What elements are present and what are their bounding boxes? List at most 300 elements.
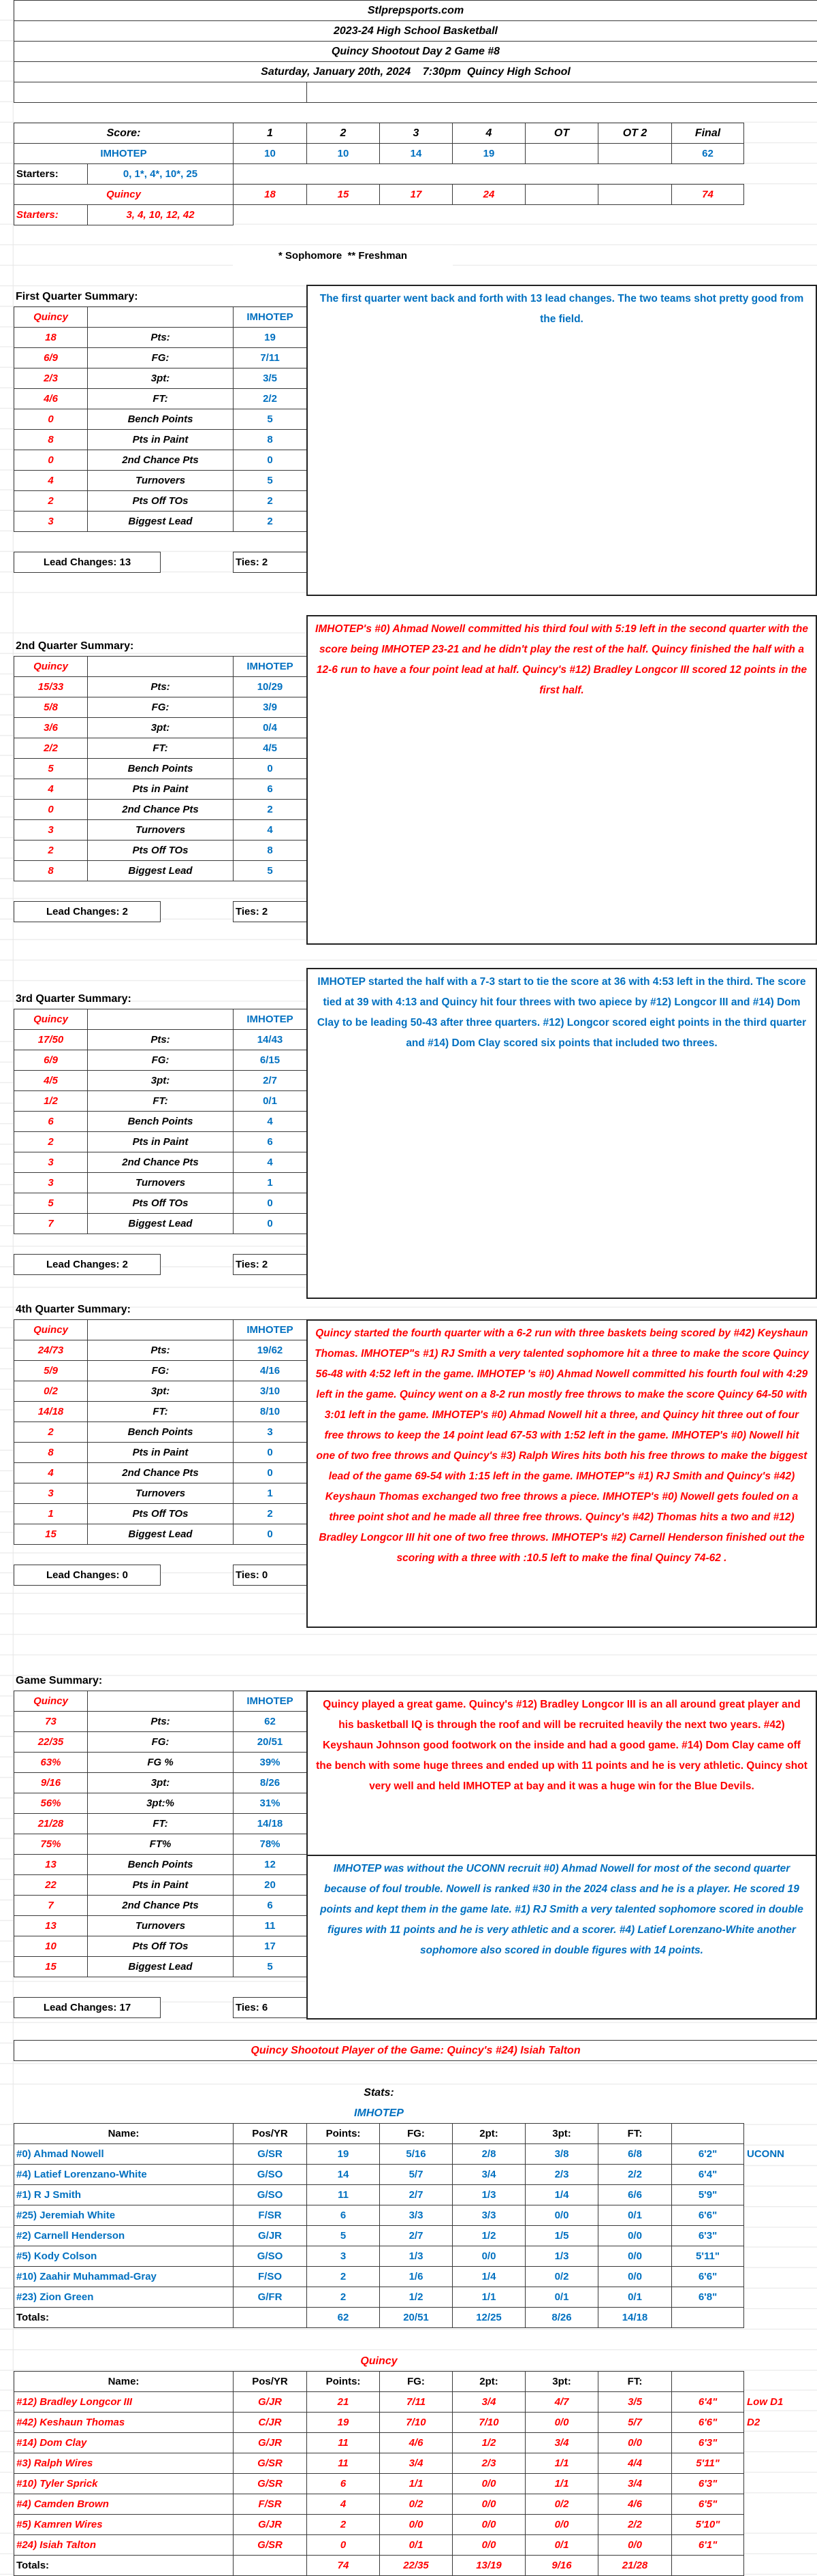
imhotep-stat-value: 8 xyxy=(233,429,307,450)
imhotep-stat-value: 0 xyxy=(233,1213,307,1234)
imhotep-stat-value: 2 xyxy=(233,799,307,820)
player-stat: 3/8 xyxy=(525,2143,598,2165)
player-stat: 6/6 xyxy=(598,2184,672,2205)
lead-changes: Lead Changes: 2 xyxy=(14,1254,161,1275)
player-stat: C/JR xyxy=(233,2412,307,2433)
imhotep-stat-value: 6 xyxy=(233,1131,307,1152)
imhotep-stat-value: 6 xyxy=(233,779,307,800)
quincy-stat-value: 0 xyxy=(14,409,88,430)
summary-team-imhotep: IMHOTEP xyxy=(233,307,307,328)
score-header: OT xyxy=(525,123,598,144)
lead-changes: Lead Changes: 0 xyxy=(14,1565,161,1586)
imhotep-stat-value: 39% xyxy=(233,1752,307,1773)
player-stat: 7/10 xyxy=(379,2412,453,2433)
player-stat: 2/2 xyxy=(598,2164,672,2185)
player-stat: 0/0 xyxy=(598,2246,672,2267)
player-stat: 1/2 xyxy=(452,2432,526,2453)
summary-team-quincy: Quincy xyxy=(14,307,88,328)
lead-changes: Lead Changes: 17 xyxy=(14,1997,161,2018)
player-stat: 4/6 xyxy=(379,2432,453,2453)
quincy-stat-value: 7 xyxy=(14,1895,88,1916)
player-stat: 14 xyxy=(306,2164,380,2185)
quincy-stat-value: 14/18 xyxy=(14,1401,88,1422)
quincy-stat-value: 8 xyxy=(14,1442,88,1463)
stats-title: Stats: xyxy=(364,2086,394,2099)
stat-label: Pts Off TOs xyxy=(87,1936,234,1957)
player-stat: 3/4 xyxy=(525,2432,598,2453)
score-header: 3 xyxy=(379,123,453,144)
imhotep-stat-value: 1 xyxy=(233,1172,307,1193)
player-stat: 0/0 xyxy=(452,2534,526,2556)
stat-label: 2nd Chance Pts xyxy=(87,1462,234,1483)
player-stat: 3/4 xyxy=(452,2164,526,2185)
blank-cell xyxy=(14,82,307,103)
score-header: Final xyxy=(671,123,744,144)
player-stat: 6'3" xyxy=(671,2473,744,2494)
stat-label: Bench Points xyxy=(87,409,234,430)
stat-label: FG: xyxy=(87,697,234,718)
player-stat: 0/0 xyxy=(598,2225,672,2246)
imhotep-stat-value: 0 xyxy=(233,758,307,779)
stat-label: Biggest Lead xyxy=(87,511,234,532)
imhotep-stat-value: 3/10 xyxy=(233,1381,307,1402)
player-stat: G/JR xyxy=(233,2514,307,2535)
quarter-score: 24 xyxy=(452,184,526,205)
quincy-stat-value: 21/28 xyxy=(14,1813,88,1834)
stat-label: 2nd Chance Pts xyxy=(87,1152,234,1173)
player-stat: G/SR xyxy=(233,2143,307,2165)
player-stat: 2 xyxy=(306,2287,380,2308)
blank-cell xyxy=(87,1319,234,1340)
imhotep-stat-value: 0 xyxy=(233,1193,307,1214)
blank-cell xyxy=(87,307,234,328)
stat-label: 3pt:% xyxy=(87,1793,234,1814)
player-stat: 1/1 xyxy=(525,2473,598,2494)
imhotep-stat-value: 2 xyxy=(233,1503,307,1524)
player-stat: 2/3 xyxy=(525,2164,598,2185)
stats-team-name: IMHOTEP xyxy=(354,2107,404,2119)
totals-value: 22/35 xyxy=(379,2555,453,2576)
quarter-score xyxy=(525,184,598,205)
stats-column-header: 3pt: xyxy=(525,2371,598,2392)
player-stat: 3/4 xyxy=(379,2453,453,2474)
imhotep-stat-value: 0 xyxy=(233,1462,307,1483)
totals-label: Totals: xyxy=(14,2555,234,2576)
stats-column-header: Pos/YR xyxy=(233,2371,307,2392)
summary-team-quincy: Quincy xyxy=(14,1691,88,1712)
totals-value: 8/26 xyxy=(525,2307,598,2328)
player-stat: 1/3 xyxy=(525,2246,598,2267)
quincy-stat-value: 15 xyxy=(14,1524,88,1545)
summary-title: 2nd Quarter Summary: xyxy=(16,640,134,652)
imhotep-stat-value: 20 xyxy=(233,1874,307,1896)
stats-column-header: FT: xyxy=(598,2123,672,2144)
imhotep-stat-value: 12 xyxy=(233,1854,307,1875)
stat-label: Pts in Paint xyxy=(87,429,234,450)
stat-label: FG: xyxy=(87,1360,234,1381)
player-stat: 4/4 xyxy=(598,2453,672,2474)
summary-title: First Quarter Summary: xyxy=(16,290,138,302)
team-name-imhotep: IMHOTEP xyxy=(14,143,234,164)
imhotep-stat-value: 4 xyxy=(233,819,307,841)
starters-list: 3, 4, 10, 12, 42 xyxy=(87,204,234,225)
player-stat: 0/2 xyxy=(525,2494,598,2515)
stats-column-header: FG: xyxy=(379,2371,453,2392)
player-stat: 0/0 xyxy=(452,2514,526,2535)
imhotep-stat-value: 2/2 xyxy=(233,388,307,409)
summary-narrative: Quincy played a great game. Quincy's #12) Bradley Longcor III is an all around great player and his basketball IQ is through the roof and will be recruited heavily the next two years. #42) Keyshaun Johnson good footwork on the inside and had a good game. #14) Dom Clay came off the bench with some huge threes and ended up with 11 points and he is very athletic. Quincy shot very well and held IMHOTEP at bay and it was a huge win for the Blue Devils. xyxy=(306,1691,817,1856)
stat-label: Turnovers xyxy=(87,470,234,491)
player-name[interactable]: #10) Tyler Sprick xyxy=(14,2473,234,2494)
score-header: 2 xyxy=(306,123,380,144)
player-stat: 2/2 xyxy=(598,2514,672,2535)
imhotep-stat-value: 6/15 xyxy=(233,1050,307,1071)
stat-label: Pts: xyxy=(87,1340,234,1361)
stat-label: FT: xyxy=(87,1090,234,1112)
stat-label: FG: xyxy=(87,1050,234,1071)
quarter-score xyxy=(598,143,672,164)
stat-label: FG % xyxy=(87,1752,234,1773)
imhotep-stat-value: 2 xyxy=(233,490,307,512)
starters-label: Starters: xyxy=(14,163,88,185)
player-stat: F/SR xyxy=(233,2494,307,2515)
player-stat: G/SO xyxy=(233,2246,307,2267)
quarter-score xyxy=(525,143,598,164)
imhotep-stat-value: 14/18 xyxy=(233,1813,307,1834)
imhotep-stat-value: 3/5 xyxy=(233,368,307,389)
player-stat: G/SR xyxy=(233,2534,307,2556)
player-name[interactable]: #3) Ralph Wires xyxy=(14,2453,234,2474)
imhotep-stat-value: 0/1 xyxy=(233,1090,307,1112)
quincy-stat-value: 56% xyxy=(14,1793,88,1814)
quincy-stat-value: 9/16 xyxy=(14,1772,88,1793)
stats-column-header: Points: xyxy=(306,2371,380,2392)
header-site[interactable]: Stlprepsports.com xyxy=(14,0,817,21)
stat-label: Biggest Lead xyxy=(87,860,234,881)
player-name[interactable]: #23) Zion Green xyxy=(14,2287,234,2308)
summary-title: 3rd Quarter Summary: xyxy=(16,992,131,1005)
summary-title: Game Summary: xyxy=(16,1674,103,1686)
quarter-score: 19 xyxy=(452,143,526,164)
header-season: 2023-24 High School Basketball xyxy=(14,20,817,42)
player-stat: 2 xyxy=(306,2514,380,2535)
imhotep-stat-value: 8/10 xyxy=(233,1401,307,1422)
imhotep-stat-value: 0 xyxy=(233,1524,307,1545)
player-stat: G/SO xyxy=(233,2184,307,2205)
stats-column-header: 3pt: xyxy=(525,2123,598,2144)
stats-team-name: Quincy xyxy=(360,2355,398,2367)
player-stat: G/SR xyxy=(233,2473,307,2494)
stat-label: FT: xyxy=(87,388,234,409)
quarter-score: 62 xyxy=(671,143,744,164)
quincy-stat-value: 73 xyxy=(14,1711,88,1732)
player-name[interactable]: #12) Bradley Longcor III xyxy=(14,2391,234,2413)
player-name[interactable]: #5) Kamren Wires xyxy=(14,2514,234,2535)
player-stat: 0/0 xyxy=(452,2494,526,2515)
player-stat: 2/8 xyxy=(452,2143,526,2165)
stat-label: 3pt: xyxy=(87,368,234,389)
player-stat: 19 xyxy=(306,2412,380,2433)
quincy-stat-value: 22 xyxy=(14,1874,88,1896)
score-header: OT 2 xyxy=(598,123,672,144)
player-stat: 21 xyxy=(306,2391,380,2413)
player-name[interactable]: #4) Camden Brown xyxy=(14,2494,234,2515)
ties: Ties: 2 xyxy=(233,901,307,922)
player-stat: 1/1 xyxy=(452,2287,526,2308)
totals-value: 9/16 xyxy=(525,2555,598,2576)
quarter-score: 74 xyxy=(671,184,744,205)
player-name[interactable]: #42) Keshaun Thomas xyxy=(14,2412,234,2433)
stat-label: Bench Points xyxy=(87,758,234,779)
player-stat: 3/3 xyxy=(379,2205,453,2226)
quincy-stat-value: 5/9 xyxy=(14,1360,88,1381)
quarter-score: 17 xyxy=(379,184,453,205)
imhotep-stat-value: 2/7 xyxy=(233,1070,307,1091)
quincy-stat-value: 3 xyxy=(14,1152,88,1173)
quincy-stat-value: 2 xyxy=(14,840,88,861)
player-name[interactable]: #5) Kody Colson xyxy=(14,2246,234,2267)
stats-column-header: Name: xyxy=(14,2371,234,2392)
player-stat: 0 xyxy=(306,2534,380,2556)
quincy-stat-value: 13 xyxy=(14,1854,88,1875)
quincy-stat-value: 17/50 xyxy=(14,1029,88,1050)
quincy-stat-value: 4/6 xyxy=(14,388,88,409)
player-stat: 0/0 xyxy=(525,2412,598,2433)
stat-label: 2nd Chance Pts xyxy=(87,1895,234,1916)
team-name-quincy: Quincy xyxy=(14,184,234,205)
stat-label: Pts in Paint xyxy=(87,1874,234,1896)
player-stat: 0/1 xyxy=(598,2287,672,2308)
stat-label: Pts Off TOs xyxy=(87,840,234,861)
quincy-stat-value: 2/3 xyxy=(14,368,88,389)
player-stat: 4/6 xyxy=(598,2494,672,2515)
player-stat: 3/5 xyxy=(598,2391,672,2413)
stat-label: FT% xyxy=(87,1834,234,1855)
player-stat: 0/1 xyxy=(525,2287,598,2308)
imhotep-stat-value: 5 xyxy=(233,1956,307,1977)
player-stat: 7/11 xyxy=(379,2391,453,2413)
quincy-stat-value: 5 xyxy=(14,758,88,779)
class-legend: * Sophomore ** Freshman xyxy=(233,245,453,266)
stat-label: Biggest Lead xyxy=(87,1213,234,1234)
player-stat: 6'4" xyxy=(671,2164,744,2185)
lead-changes: Lead Changes: 13 xyxy=(14,552,161,573)
player-stat: 7/10 xyxy=(452,2412,526,2433)
player-stat: 6'6" xyxy=(671,2412,744,2433)
player-stat: 0/1 xyxy=(525,2534,598,2556)
imhotep-stat-value: 6 xyxy=(233,1895,307,1916)
player-stat: 4/7 xyxy=(525,2391,598,2413)
player-stat: 0/2 xyxy=(379,2494,453,2515)
stat-label: FT: xyxy=(87,738,234,759)
stat-label: FG: xyxy=(87,347,234,368)
imhotep-stat-value: 5 xyxy=(233,470,307,491)
summary-team-quincy: Quincy xyxy=(14,1319,88,1340)
player-note: UCONN xyxy=(747,2148,784,2160)
header-event: Quincy Shootout Day 2 Game #8 xyxy=(14,41,817,62)
player-stat: 11 xyxy=(306,2453,380,2474)
player-stat: 3/4 xyxy=(598,2473,672,2494)
imhotep-stat-value: 19/62 xyxy=(233,1340,307,1361)
imhotep-stat-value: 8 xyxy=(233,840,307,861)
stats-column-header: Name: xyxy=(14,2123,234,2144)
player-stat: G/JR xyxy=(233,2391,307,2413)
player-stat: 3/3 xyxy=(452,2205,526,2226)
quincy-stat-value: 0/2 xyxy=(14,1381,88,1402)
score-header: Score: xyxy=(14,123,234,144)
stats-column-header: Pos/YR xyxy=(233,2123,307,2144)
quarter-score: 14 xyxy=(379,143,453,164)
player-stat: G/JR xyxy=(233,2432,307,2453)
quincy-stat-value: 4/5 xyxy=(14,1070,88,1091)
quincy-stat-value: 15/33 xyxy=(14,676,88,697)
player-stat: 6'1" xyxy=(671,2534,744,2556)
imhotep-stat-value: 0 xyxy=(233,1442,307,1463)
stat-label: Pts: xyxy=(87,676,234,697)
player-stat: 19 xyxy=(306,2143,380,2165)
stats-column-header: FT: xyxy=(598,2371,672,2392)
summary-title: 4th Quarter Summary: xyxy=(16,1303,131,1315)
quincy-stat-value: 1/2 xyxy=(14,1090,88,1112)
summary-team-quincy: Quincy xyxy=(14,656,88,677)
imhotep-stat-value: 4 xyxy=(233,1111,307,1132)
stat-label: Pts Off TOs xyxy=(87,1503,234,1524)
summary-narrative: The first quarter went back and forth with 13 lead changes. The two teams shot pretty good from the field. xyxy=(306,285,817,596)
player-of-the-game: Quincy Shootout Player of the Game: Quincy's #24) Isiah Talton xyxy=(14,2040,817,2061)
player-stat: 0/0 xyxy=(598,2266,672,2287)
quincy-stat-value: 4 xyxy=(14,779,88,800)
player-stat: 0/1 xyxy=(379,2534,453,2556)
header-date-venue: Saturday, January 20th, 2024 7:30pm Quincy High School xyxy=(14,61,817,82)
summary-team-quincy: Quincy xyxy=(14,1009,88,1030)
player-stat: 0/0 xyxy=(525,2514,598,2535)
summary-team-imhotep: IMHOTEP xyxy=(233,656,307,677)
imhotep-stat-value: 17 xyxy=(233,1936,307,1957)
player-stat: 5'9" xyxy=(671,2184,744,2205)
summary-narrative: IMHOTEP started the half with a 7-3 start to tie the score at 36 with 4:53 left in the third. The score tied at 39 with 4:13 and Quincy hit four threes with two apiece by #12) Longcor III and #14) Dom Clay to be leading 50-43 after three quarters. #12) Longcor scored eight points in the third quarter and #14) Dom Clay scored six points that included two threes. xyxy=(306,968,817,1299)
quincy-stat-value: 5 xyxy=(14,1193,88,1214)
blank-cell xyxy=(87,1009,234,1030)
ties: Ties: 0 xyxy=(233,1565,307,1586)
imhotep-stat-value: 4/16 xyxy=(233,1360,307,1381)
quincy-stat-value: 2 xyxy=(14,490,88,512)
stat-label: FT: xyxy=(87,1401,234,1422)
totals-label: Totals: xyxy=(14,2307,234,2328)
player-stat: 1/2 xyxy=(452,2225,526,2246)
summary-team-imhotep: IMHOTEP xyxy=(233,1691,307,1712)
quincy-stat-value: 2 xyxy=(14,1421,88,1443)
player-stat: 1/5 xyxy=(525,2225,598,2246)
player-stat: F/SR xyxy=(233,2205,307,2226)
player-stat: 5/16 xyxy=(379,2143,453,2165)
player-stat: 1/3 xyxy=(452,2184,526,2205)
summary-team-imhotep: IMHOTEP xyxy=(233,1319,307,1340)
stat-label: Bench Points xyxy=(87,1111,234,1132)
player-note: D2 xyxy=(747,2417,760,2428)
totals-value: 21/28 xyxy=(598,2555,672,2576)
imhotep-stat-value: 5 xyxy=(233,409,307,430)
player-name[interactable]: #24) Isiah Talton xyxy=(14,2534,234,2556)
player-stat: 6/8 xyxy=(598,2143,672,2165)
starters-list: 0, 1*, 4*, 10*, 25 xyxy=(87,163,234,185)
player-name[interactable]: #0) Ahmad Nowell xyxy=(14,2143,234,2165)
stats-column-header: Points: xyxy=(306,2123,380,2144)
player-name[interactable]: #10) Zaahir Muhammad-Gray xyxy=(14,2266,234,2287)
stat-label: Pts in Paint xyxy=(87,1131,234,1152)
player-stat: 6'8" xyxy=(671,2287,744,2308)
totals-value: 12/25 xyxy=(452,2307,526,2328)
totals-value xyxy=(233,2307,307,2328)
quincy-stat-value: 24/73 xyxy=(14,1340,88,1361)
totals-value xyxy=(671,2555,744,2576)
imhotep-stat-value: 14/43 xyxy=(233,1029,307,1050)
player-note: Low D1 xyxy=(747,2396,784,2408)
player-name[interactable]: #25) Jeremiah White xyxy=(14,2205,234,2226)
stat-label: Biggest Lead xyxy=(87,1956,234,1977)
player-name[interactable]: #4) Latief Lorenzano-White xyxy=(14,2164,234,2185)
blank-cell xyxy=(306,82,817,103)
player-stat: 3 xyxy=(306,2246,380,2267)
player-name[interactable]: #1) R J Smith xyxy=(14,2184,234,2205)
quincy-stat-value: 18 xyxy=(14,327,88,348)
imhotep-stat-value: 2 xyxy=(233,511,307,532)
ties: Ties: 2 xyxy=(233,1254,307,1275)
imhotep-stat-value: 3 xyxy=(233,1421,307,1443)
player-stat: 0/0 xyxy=(452,2246,526,2267)
summary-narrative: IMHOTEP's #0) Ahmad Nowell committed his third foul with 5:19 left in the second quarter with the score being IMHOTEP 23-21 and he didn't play the rest of the half. Quincy finished the half with a 12-6 run to have a four point lead at half. Quincy's #12) Bradley Longcor III scored 12 points in the first half. xyxy=(306,615,817,945)
imhotep-stat-value: 20/51 xyxy=(233,1731,307,1753)
player-stat: 11 xyxy=(306,2184,380,2205)
player-stat: F/SO xyxy=(233,2266,307,2287)
player-name[interactable]: #2) Carnell Henderson xyxy=(14,2225,234,2246)
stat-label: Pts Off TOs xyxy=(87,1193,234,1214)
player-stat: G/JR xyxy=(233,2225,307,2246)
stat-label: Pts Off TOs xyxy=(87,490,234,512)
player-stat: 6'4" xyxy=(671,2391,744,2413)
ties: Ties: 6 xyxy=(233,1997,307,2018)
player-stat: 2/7 xyxy=(379,2184,453,2205)
player-name[interactable]: #14) Dom Clay xyxy=(14,2432,234,2453)
quincy-stat-value: 2/2 xyxy=(14,738,88,759)
player-stat: 0/2 xyxy=(525,2266,598,2287)
quincy-stat-value: 1 xyxy=(14,1503,88,1524)
imhotep-stat-value: 7/11 xyxy=(233,347,307,368)
quincy-stat-value: 3 xyxy=(14,1483,88,1504)
quincy-stat-value: 75% xyxy=(14,1834,88,1855)
imhotep-stat-value: 31% xyxy=(233,1793,307,1814)
player-stat: 5/7 xyxy=(379,2164,453,2185)
quincy-stat-value: 15 xyxy=(14,1956,88,1977)
imhotep-stat-value: 3/9 xyxy=(233,697,307,718)
quincy-stat-value: 7 xyxy=(14,1213,88,1234)
imhotep-stat-value: 4 xyxy=(233,1152,307,1173)
player-stat: 6'5" xyxy=(671,2494,744,2515)
ties: Ties: 2 xyxy=(233,552,307,573)
imhotep-stat-value: 0/4 xyxy=(233,717,307,738)
stat-label: Turnovers xyxy=(87,1915,234,1936)
imhotep-stat-value: 0 xyxy=(233,450,307,471)
stats-column-header: 2pt: xyxy=(452,2123,526,2144)
blank-cell xyxy=(87,656,234,677)
player-stat: 1/1 xyxy=(525,2453,598,2474)
quincy-stat-value: 6 xyxy=(14,1111,88,1132)
player-stat: G/SR xyxy=(233,2453,307,2474)
summary-team-imhotep: IMHOTEP xyxy=(233,1009,307,1030)
quincy-stat-value: 6/9 xyxy=(14,347,88,368)
player-stat: 6 xyxy=(306,2473,380,2494)
stat-label: Turnovers xyxy=(87,1483,234,1504)
player-stat: 1/2 xyxy=(379,2287,453,2308)
